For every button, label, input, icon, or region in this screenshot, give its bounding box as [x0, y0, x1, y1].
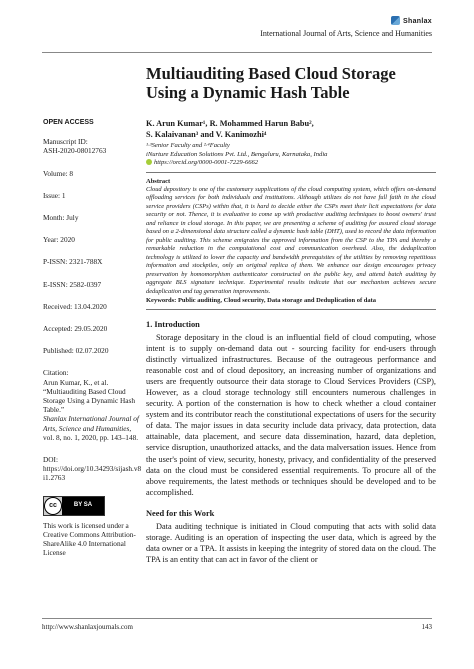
- need-heading: Need for this Work: [146, 508, 215, 518]
- cc-license-badge[interactable]: [43, 496, 105, 516]
- article-main: [146, 118, 436, 565]
- paper-title: Multiauditing Based Cloud Storage Using a Dynamic Hash Table: [146, 64, 396, 102]
- abstract-divider-bottom: [146, 309, 436, 310]
- open-access-label: OPEN ACCESS: [43, 119, 94, 126]
- year: Year: 2020: [43, 235, 75, 245]
- license-text: This work is licensed under a Creative Commons Attribution-ShareAlike 4.0 International License: [43, 520, 136, 558]
- header-divider: [42, 52, 432, 53]
- volume: Volume: 8: [43, 168, 74, 178]
- received-date: Received: 13.04.2020: [43, 301, 107, 311]
- introduction-text: Storage depositary in the cloud is an influential field of cloud computing, whose intent is to supply on-demand data out - sourcing facility for end-users through distinctly virtualized infrastructures. Because of the outrageous performance and reasonable cost and of cloud depository, an increasing number of organizations and users are frequently outsource their data storage to Cloud Services Providers (CSP), However, as a cloud storage technology still encounters numerous challenges in security. A portion of the consternation is how to check whether a cloud container system and its contributor reach the constitutional expectations of users for the security of data. The major issues in data security include data privacy, data protection, data attainable, data placement, and secure data dissemination, hazard, data depletion, service disruption, unauthorized attacks, and the data malversation issues. Hence from the user's point of view, security, honesty, privacy, and confidentiality of the preserved data on the cloud must be considered essential requirements. To procure all of the above requirements, the latest methods or techniques should be developed and to be accomplished.: [146, 332, 436, 497]
- abstract-text: Cloud depository is one of the customary supplications of the cloud computing system, which offers on-demand offloading services for both individuals and institutions. Although utilizes do not have full faith in the cloud service providers (CSPs) within that, it is hard to decide either the CSPs meet their licit expectations for data security or not. Thence, it is evaluative to come up with productive auditing techniques to boost owners' trust and reliance in cloud storage. In this paper, we are presenting a scheme of auditing for assured cloud storage based on a 2-dimensional data structure called a dynamic hash table (DHT), used to record the data information for public auditing. This scheme emigrates the approved information from the CSP to the TPA and thereby a remarkable reduction in the computational cost and communication overhead. Also, the deduplication technology is utilized to lower the capacity and bandwidth prerequisites of the utilities by removing repetitious information and stockpiles, only an original replica of them. We enhance our design encourages privacy preservation by homomorphism authenticator constructed on the public key, and attend batch auditing by aggregate BLS signature technique. Experimental results indicate that our mechanism achieves secure deduplication and tag generation improvements.: [146, 185, 436, 295]
- orcid-icon: [146, 159, 152, 165]
- page-number: 143: [421, 623, 432, 631]
- by-sa-icon: BY SA: [62, 497, 104, 515]
- affiliations: ¹·³Senior Faculty and ²·⁴Faculty iNurture Education Solutions Pvt. Ltd., Bengaluru, Karnataka, India https://orcid.org/0000-0001-7229-6662: [146, 142, 436, 168]
- month: Month: July: [43, 213, 79, 223]
- footer-divider: [42, 618, 432, 619]
- doi: DOI: https://doi.org/10.34293/sijash.v8i1.2763: [43, 455, 142, 483]
- e-issn: E-ISSN: 2582-0397: [43, 279, 102, 289]
- journal-name: International Journal of Arts, Science and Humanities: [260, 29, 432, 38]
- footer-url[interactable]: http://www.shanlaxjournals.com: [42, 623, 133, 631]
- article-info-sidebar: [43, 118, 143, 557]
- shanlax-logo: Shanlax: [391, 16, 432, 25]
- introduction-heading: 1. Introduction: [146, 319, 200, 329]
- cc-icon: cc: [44, 497, 62, 515]
- author-list: K. Arun Kumar¹, R. Mohammed Harun Babu², S. Kalaivanan³ and V. Kanimozhi⁴: [146, 119, 314, 139]
- orcid-link[interactable]: https://orcid.org/0000-0001-7229-6662: [146, 159, 436, 168]
- published-date: Published: 02.07.2020: [43, 346, 109, 356]
- accepted-date: Accepted: 29.05.2020: [43, 324, 108, 334]
- abstract-heading: Abstract: [146, 177, 171, 185]
- need-text: Data auditing technique is initiated in Cloud computing that acts with solid data storage. Auditing is an operation of inspecting the user data, which is agreed by the data owner or a TPA. It assists in keeping the integrity of stored data on the cloud. The TPA is an entity that can act in favor of the client or: [146, 521, 436, 565]
- manuscript-id: Manuscript ID: ASH-2020-08012763: [43, 137, 107, 156]
- p-issn: P-ISSN: 2321-788X: [43, 257, 103, 267]
- doi-link[interactable]: https://doi.org/10.34293/sijash.v8i1.2763: [43, 464, 142, 483]
- journal-header: [260, 10, 432, 38]
- issue: Issue: 1: [43, 190, 66, 200]
- abstract-divider-top: [146, 172, 436, 173]
- citation: Citation: Arun Kumar, K., et al. “Multiauditing Based Cloud Storage Using a Dynamic Hash Table.” Shanlax International Journal of Arts, Science and Humanities, vol. 8, no. 1, 2020, pp. 143–148.: [43, 368, 139, 442]
- keywords: Keywords: Public auditing, Cloud security, Data storage and Deduplication of data: [146, 297, 377, 304]
